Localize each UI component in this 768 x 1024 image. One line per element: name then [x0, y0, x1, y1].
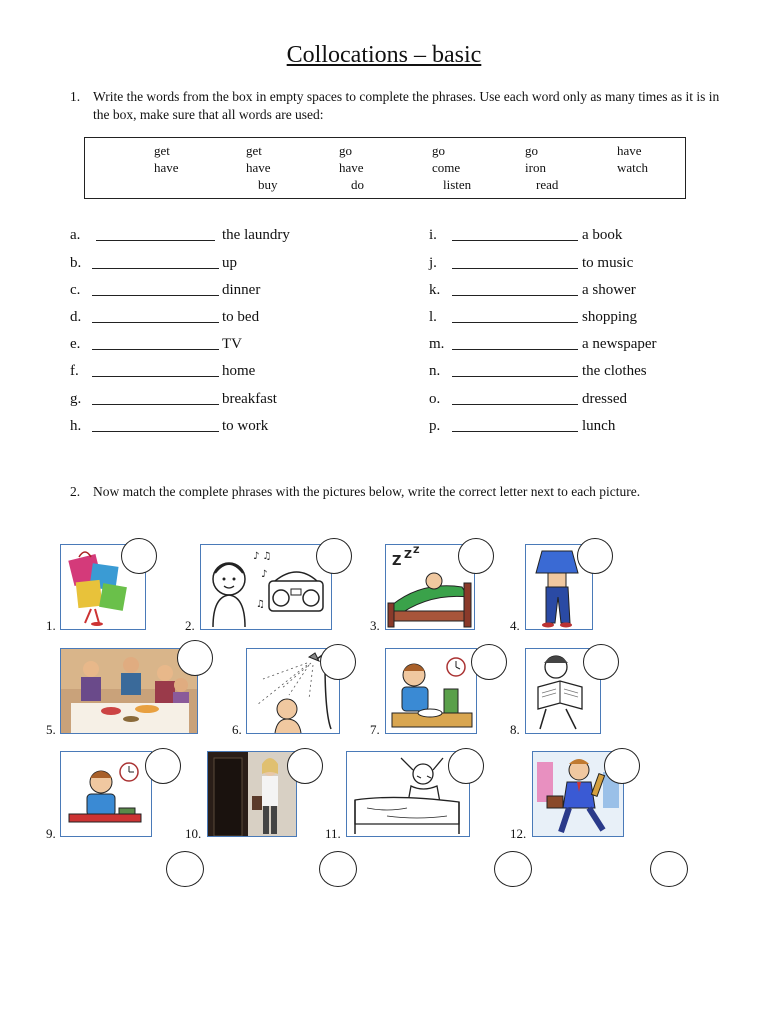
task-2-number: 2. [70, 484, 81, 499]
picture-number: 11. [325, 826, 341, 841]
word-box-word: come [432, 160, 461, 175]
answer-blank[interactable] [452, 268, 578, 269]
picture-number: 10. [185, 826, 202, 841]
word-box-word: go [432, 143, 445, 158]
exercise-letter: n. [429, 363, 441, 379]
answer-blank[interactable] [92, 268, 219, 269]
exercise-phrase: TV [222, 336, 242, 352]
exercise-phrase: to music [582, 255, 634, 271]
answer-circle[interactable] [319, 851, 357, 887]
exercise-phrase: the clothes [582, 363, 647, 379]
exercise-phrase: a shower [582, 282, 636, 298]
answer-circle[interactable] [448, 748, 484, 784]
word-box-word: buy [258, 177, 278, 192]
exercise-letter: h. [70, 418, 82, 434]
picture-number: 2. [185, 618, 195, 633]
answer-circle[interactable] [145, 748, 181, 784]
answer-circle[interactable] [604, 748, 640, 784]
exercise-phrase: dinner [222, 282, 261, 298]
answer-blank[interactable] [452, 349, 578, 350]
answer-circle[interactable] [471, 644, 507, 680]
exercise-phrase: home [222, 363, 256, 379]
word-box-word: do [351, 177, 364, 192]
exercise-phrase: lunch [582, 418, 616, 434]
answer-circle[interactable] [650, 851, 688, 887]
answer-circle[interactable] [320, 644, 356, 680]
answer-blank[interactable] [92, 349, 219, 350]
task-2-instructions [70, 483, 720, 501]
exercise-letter: k. [429, 282, 441, 298]
answer-blank[interactable] [452, 322, 578, 323]
exercise-phrase: to bed [222, 309, 260, 325]
answer-blank[interactable] [92, 404, 219, 405]
exercise-letter: a. [70, 227, 81, 243]
exercise-letter: c. [70, 282, 81, 298]
exercise-letter: e. [70, 336, 81, 352]
word-box-word: have [339, 160, 364, 175]
answer-blank[interactable] [92, 376, 219, 377]
exercise-phrase: to work [222, 418, 269, 434]
answer-blank[interactable] [96, 240, 215, 241]
svg-text:Z: Z [392, 554, 402, 569]
word-box-word: read [536, 177, 559, 192]
answer-circle[interactable] [121, 538, 157, 574]
task-1-text: Write the words from the box in empty spaces to complete the phrases. Use each word only as many times as it is in the box, make sure that all words are used: [93, 89, 720, 122]
task-1-number: 1. [70, 89, 81, 104]
exercise-phrase: a book [582, 227, 623, 243]
boy-breakfast-icon [385, 648, 477, 734]
answer-blank[interactable] [452, 431, 578, 432]
exercise-phrase: the laundry [222, 227, 290, 243]
word-box-word: get [154, 143, 170, 158]
exercise-letter: i. [429, 227, 437, 243]
word-box-word: go [339, 143, 352, 158]
svg-text:Z: Z [413, 546, 420, 556]
task-1-instructions [70, 88, 720, 124]
exercise-letter: p. [429, 418, 441, 434]
answer-blank[interactable] [452, 295, 578, 296]
answer-circle[interactable] [583, 644, 619, 680]
exercise-phrase: dressed [582, 391, 627, 407]
svg-text:♪ ♫: ♪ ♫ [253, 551, 272, 562]
picture-number: 12. [510, 826, 527, 841]
word-box-word: get [246, 143, 262, 158]
answer-blank[interactable] [92, 431, 219, 432]
exercise-letter: f. [70, 363, 79, 379]
picture-number: 5. [46, 722, 56, 737]
answer-circle[interactable] [287, 748, 323, 784]
answer-blank[interactable] [92, 322, 219, 323]
answer-blank[interactable] [452, 240, 578, 241]
answer-circle[interactable] [494, 851, 532, 887]
answer-blank[interactable] [452, 376, 578, 377]
picture-number: 1. [46, 618, 56, 633]
svg-text:♫: ♫ [256, 599, 265, 610]
word-box-word: iron [525, 160, 546, 175]
svg-text:♪: ♪ [261, 569, 268, 580]
word-box-word: watch [617, 160, 649, 175]
answer-circle[interactable] [166, 851, 204, 887]
word-box [84, 137, 686, 199]
answer-circle[interactable] [177, 640, 213, 676]
exercise-phrase: shopping [582, 309, 638, 325]
word-box-word: go [525, 143, 538, 158]
woman-coming-home-photo-icon [207, 751, 297, 837]
page-title: Collocations – basic [286, 42, 482, 68]
answer-circle[interactable] [458, 538, 494, 574]
answer-blank[interactable] [92, 295, 219, 296]
picture-number: 7. [370, 722, 380, 737]
exercise-letter: b. [70, 255, 82, 271]
picture-number: 6. [232, 722, 242, 737]
word-box-word: have [154, 160, 179, 175]
svg-text:Z: Z [404, 548, 412, 561]
exercise-letter: d. [70, 309, 82, 325]
word-box-word: have [617, 143, 642, 158]
exercise-letter: l. [429, 309, 437, 325]
word-box-word: listen [443, 177, 472, 192]
exercise-letter: j. [429, 255, 437, 271]
picture-number: 4. [510, 618, 520, 633]
answer-blank[interactable] [452, 404, 578, 405]
exercise-phrase: up [222, 255, 237, 271]
answer-circle[interactable] [316, 538, 352, 574]
exercise-letter: g. [70, 391, 82, 407]
word-box-word: have [246, 160, 271, 175]
picture-number: 9. [46, 826, 56, 841]
picture-number: 3. [370, 618, 380, 633]
task-2-text: Now match the complete phrases with the pictures below, write the correct letter next to each picture. [93, 484, 641, 499]
picture-number: 8. [510, 722, 520, 737]
answer-circle[interactable] [577, 538, 613, 574]
boy-eating-lunch-icon [60, 751, 152, 837]
exercise-letter: m. [429, 336, 445, 352]
exercise-letter: o. [429, 391, 441, 407]
boy-listening-music-icon [200, 544, 332, 630]
exercise-phrase: a newspaper [582, 336, 657, 352]
exercise-phrase: breakfast [222, 391, 277, 407]
